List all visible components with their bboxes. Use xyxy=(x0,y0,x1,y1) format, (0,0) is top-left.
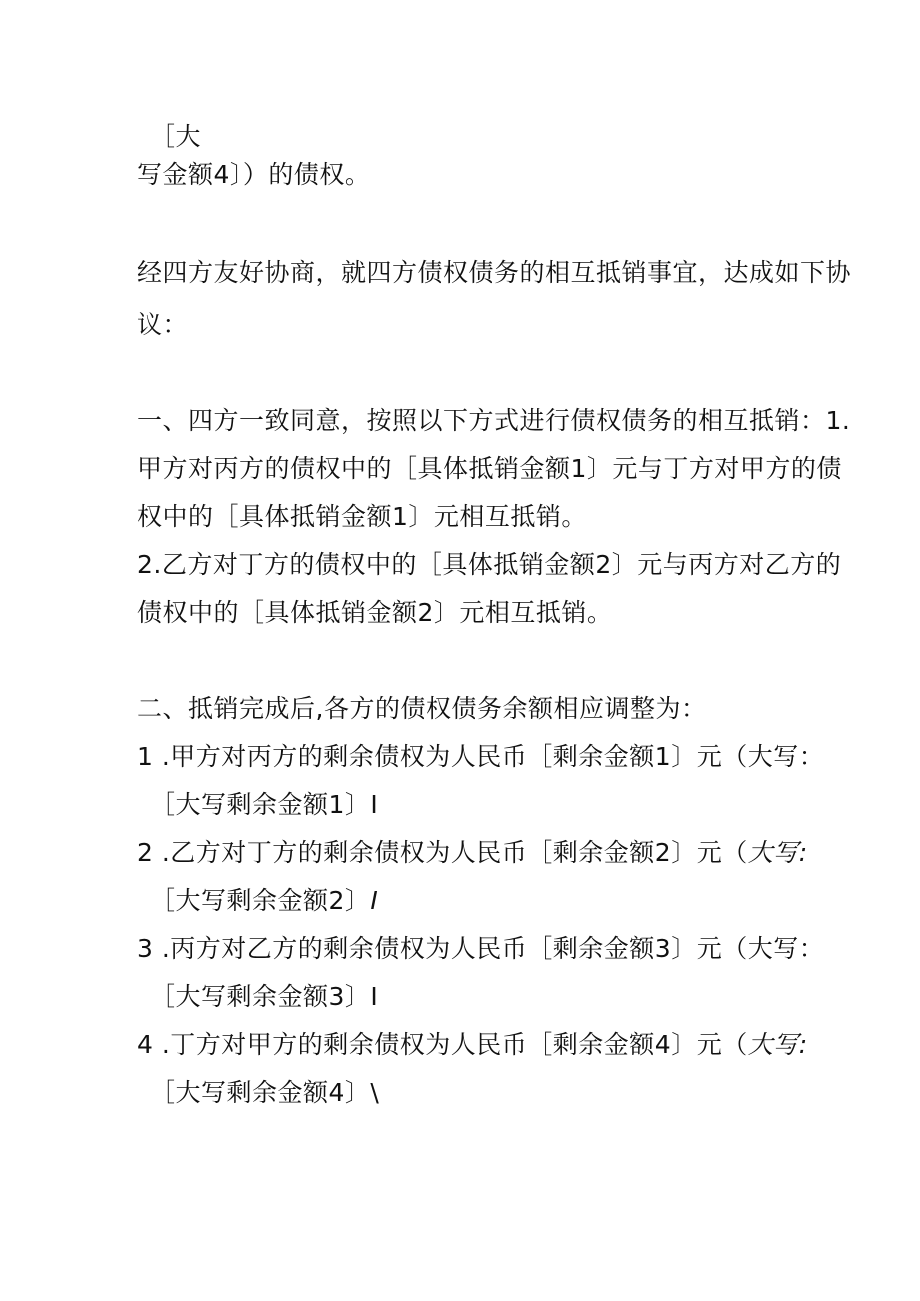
text-segment: ［大写剩余金额2〕 xyxy=(150,886,371,915)
text-line: 2.乙方对丁方的债权中的［具体抵销金额2〕元与丙方对乙方的 xyxy=(137,550,842,579)
text-line: 1 .甲方对丙方的剩余债权为人民币［剩余金额1〕元（大写： xyxy=(137,742,825,771)
text-line xyxy=(137,838,808,868)
text-line xyxy=(137,1030,808,1060)
text-line: 一、四方一致同意，按照以下方式进行债权债务的相互抵销：1. xyxy=(137,406,851,435)
text-line: 3 .丙方对乙方的剩余债权为人民币［剩余金额3〕元（大写： xyxy=(137,934,825,963)
text-line xyxy=(150,886,378,916)
text-line: 议： xyxy=(137,310,189,339)
text-line: ［大写剩余金额3〕I xyxy=(150,982,379,1011)
text-line: ［大写剩余金额4〕\ xyxy=(150,1078,380,1107)
text-segment: I xyxy=(370,886,379,915)
text-line: 甲方对丙方的债权中的［具体抵销金额1〕元与丁方对甲方的债 xyxy=(137,454,842,483)
text-line: 权中的［具体抵销金额1〕元相互抵销。 xyxy=(137,502,587,531)
text-line: 债权中的［具体抵销金额2〕元相互抵销。 xyxy=(137,598,613,627)
text-segment: 大写: xyxy=(747,838,808,867)
text-segment: 大写: xyxy=(747,1030,808,1059)
text-line: 写金额4〕）的债权。 xyxy=(137,160,371,189)
text-segment: 4 .丁方对甲方的剩余债权为人民币［剩余金额4〕元（ xyxy=(137,1030,748,1059)
text-line: 二、抵销完成后,各方的债权债务余额相应调整为： xyxy=(137,694,707,723)
text-line: 经四方友好协商，就四方债权债务的相互抵销事宜，达成如下协 xyxy=(137,258,852,287)
text-line: ［大写剩余金额1〕I xyxy=(150,790,379,819)
text-line: ［大 xyxy=(150,122,202,151)
text-segment: 2 .乙方对丁方的剩余债权为人民币［剩余金额2〕元（ xyxy=(137,838,748,867)
